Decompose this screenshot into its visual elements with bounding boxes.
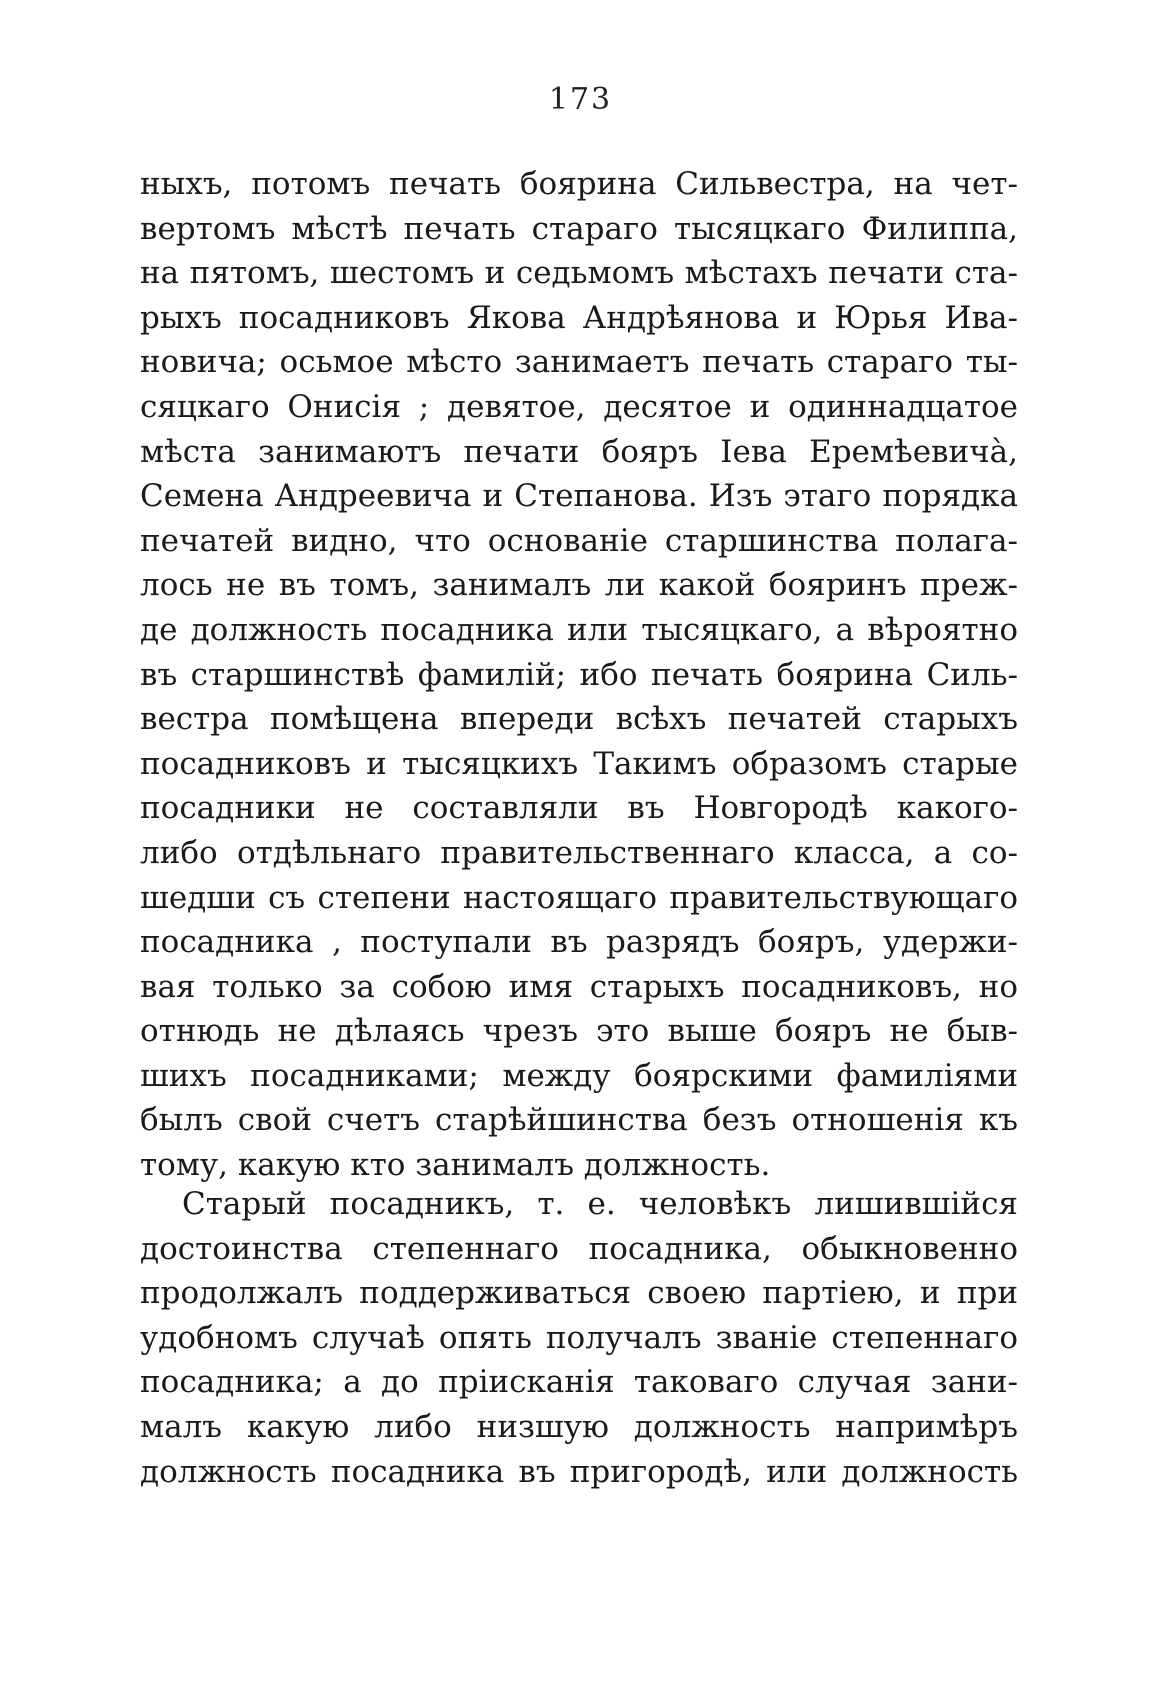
text-line: отнюдь не дѣлаясь чрезъ это выше бояръ не быв- (140, 1013, 1018, 1050)
text-line: печатей видно, что основаніе старшинства полага- (140, 522, 1018, 559)
text-line: Старый посадникъ, т. е. человѣкъ лишившійся (182, 1186, 1018, 1222)
text-line: продолжалъ поддерживаться своею партіею, и при (140, 1275, 1018, 1312)
text-line: де должность посадника или тысяцкаго, а вѣроятно (140, 611, 1018, 648)
text-line: лось не въ томъ, занималъ ли какой бояринъ преж- (140, 567, 1018, 604)
text-line: Семена Андреевича и Степанова. Изъ этаго порядка (140, 478, 1018, 515)
text-line: посадники не составляли въ Новгородѣ какого- (140, 790, 1018, 827)
text-line: сяцкаго Онисія ; девятое, десятое и одиннадцатое (140, 388, 1018, 425)
text-line: вертомъ мѣстѣ печать стараго тысяцкаго Филиппа, (140, 210, 1018, 247)
text-line: новича; осьмое мѣсто занимаетъ печать стараго ты- (140, 344, 1018, 381)
text-line: шихъ посадниками; между боярскими фамиліями (140, 1057, 1018, 1094)
text-line: удобномъ случаѣ опять получалъ званіе степеннаго (140, 1319, 1018, 1356)
paragraph-1 (140, 162, 1018, 1188)
page-number: 173 (548, 82, 613, 117)
text-line: малъ какую либо низшую должность напримѣръ (140, 1408, 1018, 1445)
text-line: вестра помѣщена впереди всѣхъ печатей старыхъ (140, 701, 1018, 738)
text-line: посадника; а до пріисканія таковаго случая зани- (140, 1364, 1018, 1401)
text-line: ныхъ, потомъ печать боярина Сильвестра, на чет- (140, 166, 1018, 202)
text-line: въ старшинствѣ фамилій; ибо печать боярина Силь- (140, 656, 1018, 693)
text-line: вая только за собою имя старыхъ посадниковъ, но (140, 968, 1018, 1005)
text-line: достоинства степеннаго посадника, обыкновенно (140, 1230, 1018, 1267)
text-line: тому, какую кто занималъ должность. (140, 1147, 771, 1184)
paragraph-2 (140, 1182, 1018, 1494)
text-line: рыхъ посадниковъ Якова Андрѣянова и Юрья Ива- (140, 299, 1018, 336)
text-line: должность посадника въ пригородѣ, или должность (140, 1453, 1018, 1490)
text-line: посадника , поступали въ разрядъ бояръ, удержи- (140, 924, 1018, 961)
text-line: посадниковъ и тысяцкихъ Такимъ образомъ старые (140, 745, 1018, 782)
text-line: на пятомъ, шестомъ и седьмомъ мѣстахъ печати ста- (140, 255, 1018, 292)
text-line: мѣста занимаютъ печати бояръ Іева Еремѣевичà, (140, 433, 1018, 470)
text-line: шедши съ степени настоящаго правительствующаго (140, 879, 1018, 916)
text-line: былъ свой счетъ старѣйшинства безъ отношенія къ (140, 1102, 1018, 1139)
text-line: либо отдѣльнаго правительственнаго класса, а со- (140, 834, 1018, 871)
